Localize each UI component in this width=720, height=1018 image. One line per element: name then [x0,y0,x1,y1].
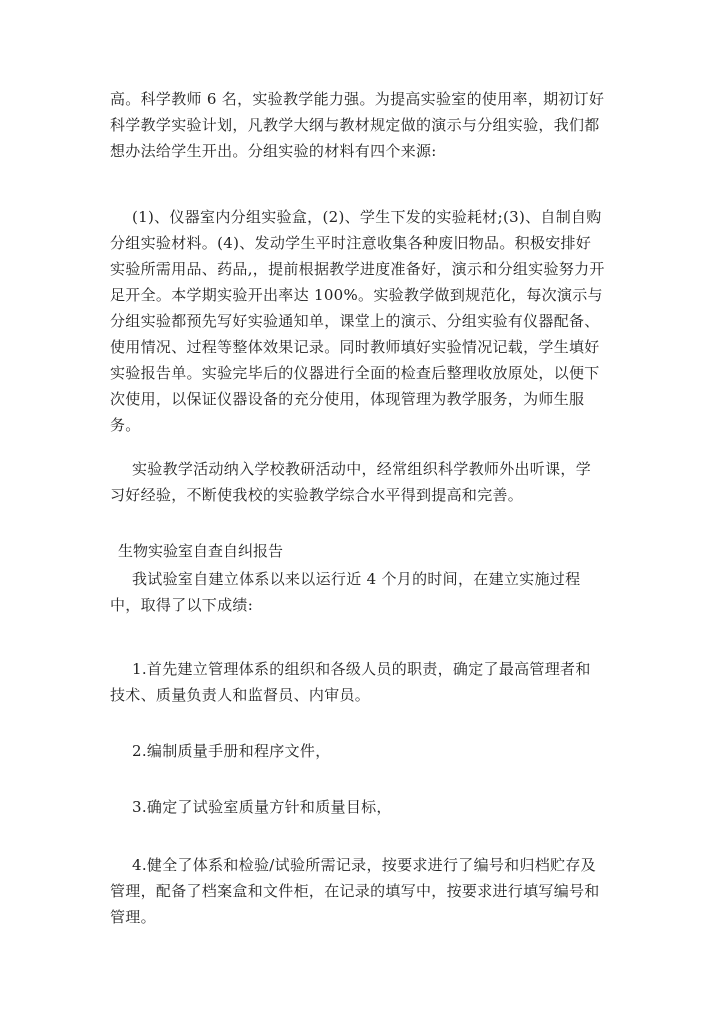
list-item-records: 4.健全了体系和检验/试验所需记录，按要求进行了编号和归档贮存及管理，配备了档案盒和文件柜，在记录的填写中，按要求进行填写编号和管理。 [110,856,600,926]
paragraph-science-teachers: 高。科学教师 6 名，实验教学能力强。为提高实验室的使用率，期初订好科学教学实验计划，凡教学大纲与教材规定做的演示与分组实验，我们都想办法给学生开出。分组实验的材料有四个来源: [110,90,605,160]
paragraph-teaching-research: 实验教学活动纳入学校教研活动中，经常组织科学教师外出听课，学习好经验，不断使我校的实验教学综合水平得到提高和完善。 [110,460,592,504]
paragraph-experiment-materials: (1)、仪器室内分组实验盒，(2)、学生下发的实验耗材;(3)、自制自购分组实验材料。(4)、发动学生平时注意收集各种废旧物品。积极安排好实验所需用品、药品,，提前根据教学进度准备好，演示和分组实验努力开足开全。本学期实验开出率达 100%。实验教学做到规范化，每次演示与分组实验都预先写好实验通知单，课堂上的演示、分组实验有仪器配备、使用情况、过程等整体效果记录。同时教师填好实验情况记载，学生填好实验报告单。实验完毕后的仪器进行全面的检查后整理收放原处，以便下次使用，以保证仪器设备的充分使用，体现管理为教学服务，为师生服务。 [110,208,605,434]
list-item-management-system: 1.首先建立管理体系的组织和各级人员的职责，确定了最高管理者和技术、质量负责人和监督员、内审员。 [110,660,591,704]
list-item-quality-manual: 2.编制质量手册和程序文件， [132,742,331,760]
list-item-quality-policy: 3.确定了试验室质量方针和质量目标， [132,798,392,816]
paragraph-intro: 我试验室自建立体系以来以运行近 4 个月的时间，在建立实施过程中，取得了以下成绩: [110,570,581,614]
section-title: 生物实验室自查自纠报告 [118,542,284,560]
